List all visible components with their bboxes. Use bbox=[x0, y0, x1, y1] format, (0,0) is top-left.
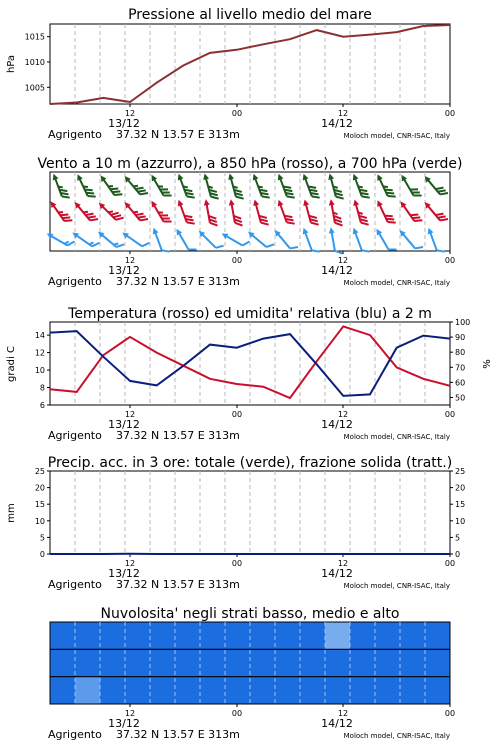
pressure-panel bbox=[6, 7, 455, 141]
cloud-cell bbox=[275, 649, 300, 676]
wind-barb bbox=[197, 226, 224, 253]
cloud-cell bbox=[50, 622, 75, 649]
wind-barb-head bbox=[228, 199, 235, 206]
wind-barb-head bbox=[203, 199, 210, 206]
wind-title: Vento a 10 m (azzurro), a 850 hPa (rosso), a 700 hPa (verde) bbox=[37, 156, 463, 172]
wind-barb-head bbox=[227, 173, 234, 180]
precip-day-label: 14/12 bbox=[321, 567, 353, 580]
wind-barb-head bbox=[375, 173, 383, 181]
wind-barb-feather bbox=[162, 248, 170, 254]
cloud-panel bbox=[48, 606, 455, 741]
wind-barb-feather bbox=[68, 239, 75, 247]
cloud-cell bbox=[100, 677, 125, 704]
wind-barb bbox=[302, 198, 319, 228]
pressure-xtick-label: 12 bbox=[337, 109, 349, 118]
wind-barb bbox=[202, 172, 219, 202]
cloud-cell bbox=[400, 677, 425, 704]
wind-barb-head bbox=[252, 199, 259, 206]
wind-barb-head bbox=[352, 199, 359, 206]
temperature-model-label: Moloch model, CNR-ISAC, Italy bbox=[343, 433, 450, 441]
cloud-cell bbox=[175, 622, 200, 649]
wind-barb bbox=[75, 171, 96, 201]
cloud-cell bbox=[100, 622, 125, 649]
humidity-ylabel: % bbox=[482, 359, 493, 369]
humidity-ytick-label: 90 bbox=[455, 333, 466, 343]
wind-model-label: Moloch model, CNR-ISAC, Italy bbox=[343, 279, 450, 287]
wind-barb-feather bbox=[290, 244, 298, 252]
cloud-location-name: Agrigento bbox=[48, 728, 102, 741]
pressure-day-label: 13/12 bbox=[108, 117, 140, 130]
wind-panel bbox=[37, 156, 462, 288]
pressure-ytick-label: 1010 bbox=[24, 57, 45, 67]
wind-barb-feather bbox=[335, 250, 343, 255]
precip-xtick-label: 12 bbox=[337, 559, 349, 568]
wind-barb bbox=[122, 198, 148, 226]
wind-barb bbox=[97, 198, 124, 225]
cloud-cell bbox=[275, 677, 300, 704]
cloud-title: Nuvolosita' negli strati basso, medio e alto bbox=[100, 606, 400, 622]
precip-day-label: 13/12 bbox=[108, 567, 140, 580]
wind-barb bbox=[48, 197, 72, 226]
wind-barb bbox=[422, 198, 448, 226]
temperature-ytick-label: 14 bbox=[34, 331, 45, 341]
cloud-cell bbox=[200, 677, 225, 704]
wind-barb-head bbox=[45, 231, 53, 239]
wind-barb bbox=[149, 171, 172, 200]
wind-barb-head bbox=[151, 227, 159, 235]
wind-barb bbox=[98, 171, 122, 200]
cloud-cell bbox=[250, 677, 275, 704]
wind-barb bbox=[122, 172, 148, 200]
wind-plot bbox=[45, 171, 455, 288]
precip-ytick-label-right: 0 bbox=[455, 550, 461, 559]
pressure-day-label: 14/12 bbox=[321, 117, 353, 130]
wind-barb bbox=[276, 171, 295, 201]
wind-barb bbox=[251, 171, 270, 201]
temperature-location-coords: 37.32 N 13.57 E 313m bbox=[116, 429, 240, 442]
precip-ytick-label: 15 bbox=[34, 500, 45, 510]
wind-barb-feather bbox=[362, 248, 370, 254]
cloud-cell bbox=[175, 649, 200, 676]
wind-barb-head bbox=[276, 199, 284, 207]
wind-barb bbox=[176, 197, 195, 227]
cloud-day-label: 14/12 bbox=[321, 717, 353, 730]
cloud-cell bbox=[100, 649, 125, 676]
wind-barb-head bbox=[351, 173, 359, 181]
wind-barb-feather bbox=[312, 248, 320, 254]
cloud-cell bbox=[325, 622, 350, 649]
cloud-cell bbox=[225, 649, 250, 676]
humidity-ytick-label: 100 bbox=[455, 318, 471, 327]
cloud-cell bbox=[200, 649, 225, 676]
wind-barb-head bbox=[426, 227, 434, 235]
wind-barb-head bbox=[351, 227, 359, 235]
precip-plot bbox=[35, 467, 465, 591]
wind-barb bbox=[228, 198, 243, 227]
temperature-xtick-label: 12 bbox=[337, 410, 349, 419]
pressure-location-coords: 37.32 N 13.57 E 313m bbox=[116, 128, 240, 141]
wind-barb bbox=[399, 171, 422, 200]
wind-xtick-label: 12 bbox=[337, 256, 349, 265]
wind-barb bbox=[51, 171, 70, 201]
cloud-cell bbox=[225, 677, 250, 704]
cloud-xtick-label: 00 bbox=[231, 709, 243, 718]
wind-location-coords: 37.32 N 13.57 E 313m bbox=[116, 275, 240, 288]
cloud-cell bbox=[50, 649, 75, 676]
wind-barb-head bbox=[328, 227, 335, 234]
wind-barb-head bbox=[327, 173, 334, 180]
precip-ytick-label: 20 bbox=[34, 483, 45, 493]
precip-xtick-label: 12 bbox=[124, 559, 136, 568]
temperature-plot bbox=[35, 318, 470, 442]
precip-panel bbox=[6, 455, 465, 591]
wind-barb bbox=[301, 171, 320, 201]
wind-barb-feather bbox=[389, 246, 397, 253]
precip-ytick-label-right: 5 bbox=[455, 533, 461, 543]
wind-barb-head bbox=[251, 173, 259, 181]
pressure-ytick-label: 1015 bbox=[24, 32, 45, 42]
wind-barb-head bbox=[302, 199, 309, 206]
humidity-ytick-label: 50 bbox=[455, 393, 466, 403]
cloud-cell bbox=[375, 677, 400, 704]
cloud-day-label: 13/12 bbox=[108, 717, 140, 730]
wind-barb bbox=[422, 172, 448, 200]
pressure-ylabel: hPa bbox=[6, 54, 17, 74]
precip-ytick-label: 10 bbox=[34, 516, 45, 526]
precip-ytick-label: 5 bbox=[39, 533, 45, 543]
precip-ytick-label-right: 25 bbox=[455, 467, 466, 476]
cloud-xtick-label: 12 bbox=[124, 709, 136, 718]
cloud-cell bbox=[250, 649, 275, 676]
cloud-cell bbox=[325, 649, 350, 676]
wind-xtick-label: 00 bbox=[231, 256, 243, 265]
wind-barb-head bbox=[375, 199, 383, 207]
pressure-xtick-label: 00 bbox=[231, 109, 243, 118]
wind-barb-head bbox=[301, 173, 309, 181]
wind-barb-feather bbox=[266, 242, 274, 250]
wind-barb-head bbox=[176, 173, 184, 181]
cloud-cell bbox=[75, 649, 100, 676]
cloud-cell bbox=[400, 649, 425, 676]
pressure-model-label: Moloch model, CNR-ISAC, Italy bbox=[343, 132, 450, 140]
cloud-cell bbox=[150, 677, 175, 704]
precip-location-coords: 37.32 N 13.57 E 313m bbox=[116, 578, 240, 591]
wind-barb bbox=[276, 197, 295, 227]
wind-barb-head bbox=[328, 199, 335, 206]
cloud-cell bbox=[400, 622, 425, 649]
cloud-cell bbox=[150, 622, 175, 649]
cloud-cell bbox=[175, 677, 200, 704]
wind-barb-feather bbox=[216, 243, 224, 251]
temperature-panel bbox=[6, 306, 493, 442]
humidity-ytick-label: 80 bbox=[455, 348, 466, 358]
precip-ytick-label-right: 15 bbox=[455, 500, 466, 510]
cloud-xtick-label: 00 bbox=[444, 709, 456, 718]
cloud-cell bbox=[150, 649, 175, 676]
humidity-ytick-label: 60 bbox=[455, 378, 466, 388]
wind-barb-head bbox=[202, 173, 209, 180]
wind-barb-feather bbox=[142, 241, 149, 249]
temperature-day-label: 14/12 bbox=[321, 418, 353, 431]
temperature-title: Temperatura (rosso) ed umidita' relativa (blu) a 2 m bbox=[68, 306, 432, 322]
cloud-cell bbox=[375, 622, 400, 649]
cloud-cell bbox=[225, 622, 250, 649]
wind-barb bbox=[328, 198, 343, 227]
wind-barb-feather bbox=[189, 246, 197, 253]
cloud-cell bbox=[200, 622, 225, 649]
precip-location-name: Agrigento bbox=[48, 578, 102, 591]
precip-ytick-label-right: 10 bbox=[455, 516, 466, 526]
wind-xtick-label: 00 bbox=[444, 256, 456, 265]
cloud-cell bbox=[350, 677, 375, 704]
wind-barb bbox=[351, 171, 370, 201]
temperature-xtick-label: 00 bbox=[444, 410, 456, 419]
wind-barb-head bbox=[220, 231, 228, 239]
wind-barb-feather bbox=[243, 239, 250, 247]
precip-ytick-label: 25 bbox=[34, 467, 45, 476]
wind-barb bbox=[375, 197, 396, 227]
precip-ytick-label: 0 bbox=[39, 550, 45, 559]
wind-barb-head bbox=[75, 173, 83, 181]
pressure-xtick-label: 00 bbox=[444, 109, 456, 118]
pressure-frame bbox=[50, 24, 450, 104]
pressure-xtick-label: 12 bbox=[124, 109, 136, 118]
cloud-plot bbox=[48, 622, 455, 741]
cloud-xtick-label: 12 bbox=[337, 709, 349, 718]
temperature-xtick-label: 00 bbox=[231, 410, 243, 419]
wind-barb bbox=[375, 171, 396, 201]
precip-ytick-label-right: 20 bbox=[455, 483, 466, 493]
temperature-ytick-label: 12 bbox=[34, 348, 45, 358]
wind-barb-head bbox=[51, 173, 59, 181]
cloud-cell bbox=[300, 649, 325, 676]
wind-barb bbox=[227, 172, 244, 202]
cloud-cell bbox=[425, 677, 450, 704]
cloud-model-label: Moloch model, CNR-ISAC, Italy bbox=[343, 732, 450, 740]
temperature-ytick-label: 6 bbox=[39, 401, 45, 410]
cloud-cell bbox=[75, 622, 100, 649]
precip-ylabel: mm bbox=[6, 503, 17, 523]
wind-barb-feather bbox=[437, 248, 445, 254]
wind-barb bbox=[374, 225, 397, 254]
cloud-cell bbox=[350, 622, 375, 649]
cloud-cell bbox=[300, 622, 325, 649]
pressure-plot bbox=[25, 24, 455, 141]
cloud-location-coords: 37.32 N 13.57 E 313m bbox=[116, 728, 240, 741]
temperature-ytick-label: 10 bbox=[34, 366, 45, 376]
cloud-cell bbox=[125, 622, 150, 649]
pressure-line bbox=[50, 25, 450, 104]
precip-xtick-label: 00 bbox=[444, 559, 456, 568]
wind-day-label: 13/12 bbox=[108, 264, 140, 277]
wind-location-name: Agrigento bbox=[48, 275, 102, 288]
pressure-ytick-label: 1005 bbox=[24, 83, 45, 93]
cloud-cell bbox=[75, 677, 100, 704]
cloud-cell bbox=[300, 677, 325, 704]
wind-barb bbox=[272, 226, 298, 254]
cloud-cell bbox=[125, 649, 150, 676]
cloud-cell bbox=[325, 677, 350, 704]
temperature-location-name: Agrigento bbox=[48, 429, 102, 442]
cloud-cell bbox=[250, 622, 275, 649]
wind-barb-head bbox=[176, 199, 184, 207]
wind-barb bbox=[327, 172, 344, 202]
wind-barb bbox=[252, 198, 269, 228]
wind-barb bbox=[176, 171, 195, 201]
cloud-cell bbox=[425, 649, 450, 676]
temperature-xtick-label: 12 bbox=[124, 410, 136, 419]
humidity-ytick-label: 70 bbox=[455, 363, 466, 373]
wind-barb-head bbox=[301, 227, 309, 235]
precip-title: Precip. acc. in 3 ore: totale (verde), frazione solida (tratt.) bbox=[47, 455, 453, 471]
wind-day-label: 14/12 bbox=[321, 264, 353, 277]
wind-barb bbox=[352, 198, 369, 228]
precip-model-label: Moloch model, CNR-ISAC, Italy bbox=[343, 582, 450, 590]
wind-barb bbox=[72, 198, 98, 226]
wind-barb bbox=[174, 225, 197, 254]
cloud-cell bbox=[375, 649, 400, 676]
cloud-cell bbox=[425, 622, 450, 649]
wind-barb bbox=[149, 197, 172, 226]
pressure-title: Pressione al livello medio del mare bbox=[128, 7, 372, 23]
cloud-cell bbox=[125, 677, 150, 704]
cloud-cell bbox=[275, 622, 300, 649]
wind-xtick-label: 12 bbox=[124, 256, 136, 265]
cloud-cell bbox=[50, 677, 75, 704]
wind-barb-head bbox=[276, 173, 284, 181]
temperature-ylabel: gradi C bbox=[6, 346, 17, 382]
wind-barb bbox=[397, 226, 423, 254]
pressure-location-name: Agrigento bbox=[48, 128, 102, 141]
temperature-ytick-label: 8 bbox=[39, 383, 45, 393]
temperature-day-label: 13/12 bbox=[108, 418, 140, 431]
wind-barb-feather bbox=[415, 244, 423, 252]
wind-barb bbox=[398, 197, 422, 226]
cloud-cell bbox=[350, 649, 375, 676]
wind-barb bbox=[203, 198, 218, 227]
precip-xtick-label: 00 bbox=[231, 559, 243, 568]
